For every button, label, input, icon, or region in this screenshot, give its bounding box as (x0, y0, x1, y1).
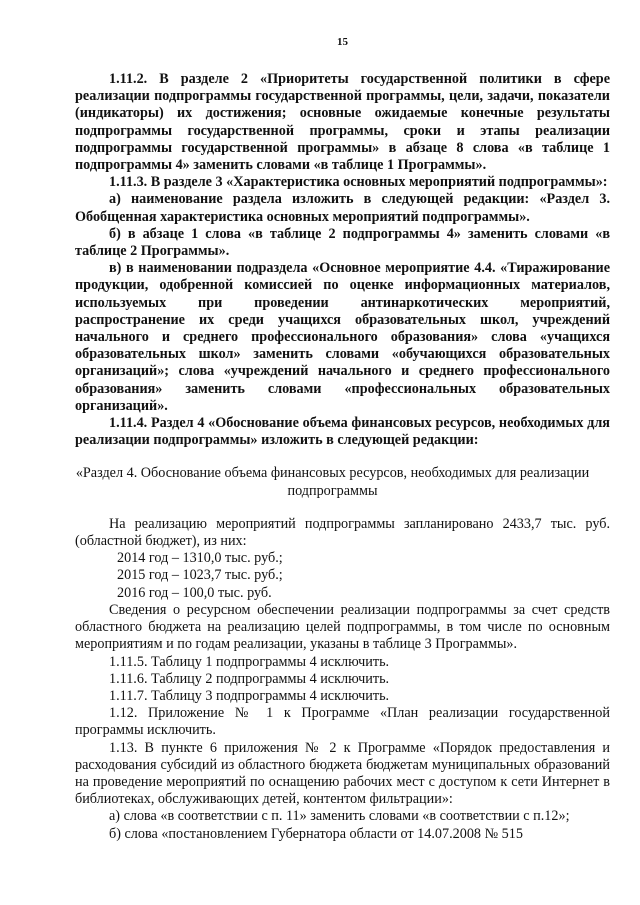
paragraph-1-11-7: 1.11.7. Таблицу 3 подпрограммы 4 исключить. (109, 687, 390, 704)
year-line-2016: 2016 год – 100,0 тыс. руб. (117, 584, 272, 601)
paragraph-1-11-3: 1.11.3. В разделе 3 «Характеристика основных мероприятий подпрограммы»: (109, 174, 608, 191)
paragraph-1-11-4: 1.11.4. Раздел 4 «Обоснование объема финансовых ресурсов, необходимых для реализации подпрограммы» изложить в следующей редакции: (75, 415, 610, 449)
section-heading: «Раздел 4. Обоснование объема финансовых ресурсов, необходимых для реализации подпрограммы (75, 465, 590, 499)
paragraph-1-11-3-b: б) в абзаце 1 слова «в таблице 2 подпрограммы 4» заменить словами «в таблице 2 Программы». (75, 225, 610, 260)
paragraph-1-12: 1.12. Приложение № 1 к Программе «План реализации государственной программы исключить. (75, 705, 610, 739)
year-line-2014: 2014 год – 1310,0 тыс. руб.; (117, 550, 283, 567)
paragraph-1-11-5: 1.11.5. Таблицу 1 подпрограммы 4 исключить. (109, 653, 390, 670)
paragraph-1-11-6: 1.11.6. Таблицу 2 подпрограммы 4 исключить. (109, 670, 390, 687)
funding-info: Сведения о ресурсном обеспечении реализации подпрограммы за счет средств областного бюджета на реализацию целей подпрограммы, в том числе по основным мероприятиям и по годам реализации, указаны в таблице 3 Программы». (75, 601, 610, 653)
paragraph-1-13: 1.13. В пункте 6 приложения № 2 к Программе «Порядок предоставления и расходования субсидий из областного бюджета бюджетам муниципальных образований на проведение мероприятий по оснащению рабочих мест с доступом к сети Интернет в библиотеках, обслуживающих детей, контентом фильтрации»: (75, 739, 610, 808)
funding-intro: На реализацию мероприятий подпрограммы запланировано 2433,7 тыс. руб. (областной бюджет), из них: (75, 515, 610, 550)
year-line-2015: 2015 год – 1023,7 тыс. руб.; (117, 567, 283, 584)
paragraph-1-13-b: б) слова «постановлением Губернатора области от 14.07.2008 № 515 (109, 825, 523, 842)
paragraph-1-11-2: 1.11.2. В разделе 2 «Приоритеты государственной политики в сфере реализации подпрограммы государственной программы, цели, задачи, показатели (индикаторы) их достижения; основные ожидаемые конечные результаты подпрограммы государственной программы, сроки и этапы реализации подпрограммы государственной программы» в абзаце 8 слова «в таблице 1 подпрограммы 4» заменить словами «в таблице 1 Программы». (75, 71, 610, 174)
paragraph-1-13-a: а) слова «в соответствии с п. 11» заменить словами «в соответствии с п.12»; (109, 808, 570, 825)
page-number: 15 (337, 36, 348, 48)
paragraph-1-11-3-v: в) в наименовании подраздела «Основное мероприятие 4.4. «Тиражирование продукции, одобренной комиссией по оценке информационных материалов, используемых при проведении антинаркотических мероприятий, распространение их среди учащихся образовательных школ, учреждений начального и среднего профессионального образования» слова «учащихся образовательных школ» заменить словами «обучающихся образовательных организаций»; слова «учреждений начального и среднего профессионального образования» заменить словами «профессиональных образовательных организаций». (75, 260, 610, 414)
paragraph-1-11-3-a: а) наименование раздела изложить в следующей редакции: «Раздел 3. Обобщенная характеристика основных мероприятий подпрограммы». (75, 191, 610, 225)
